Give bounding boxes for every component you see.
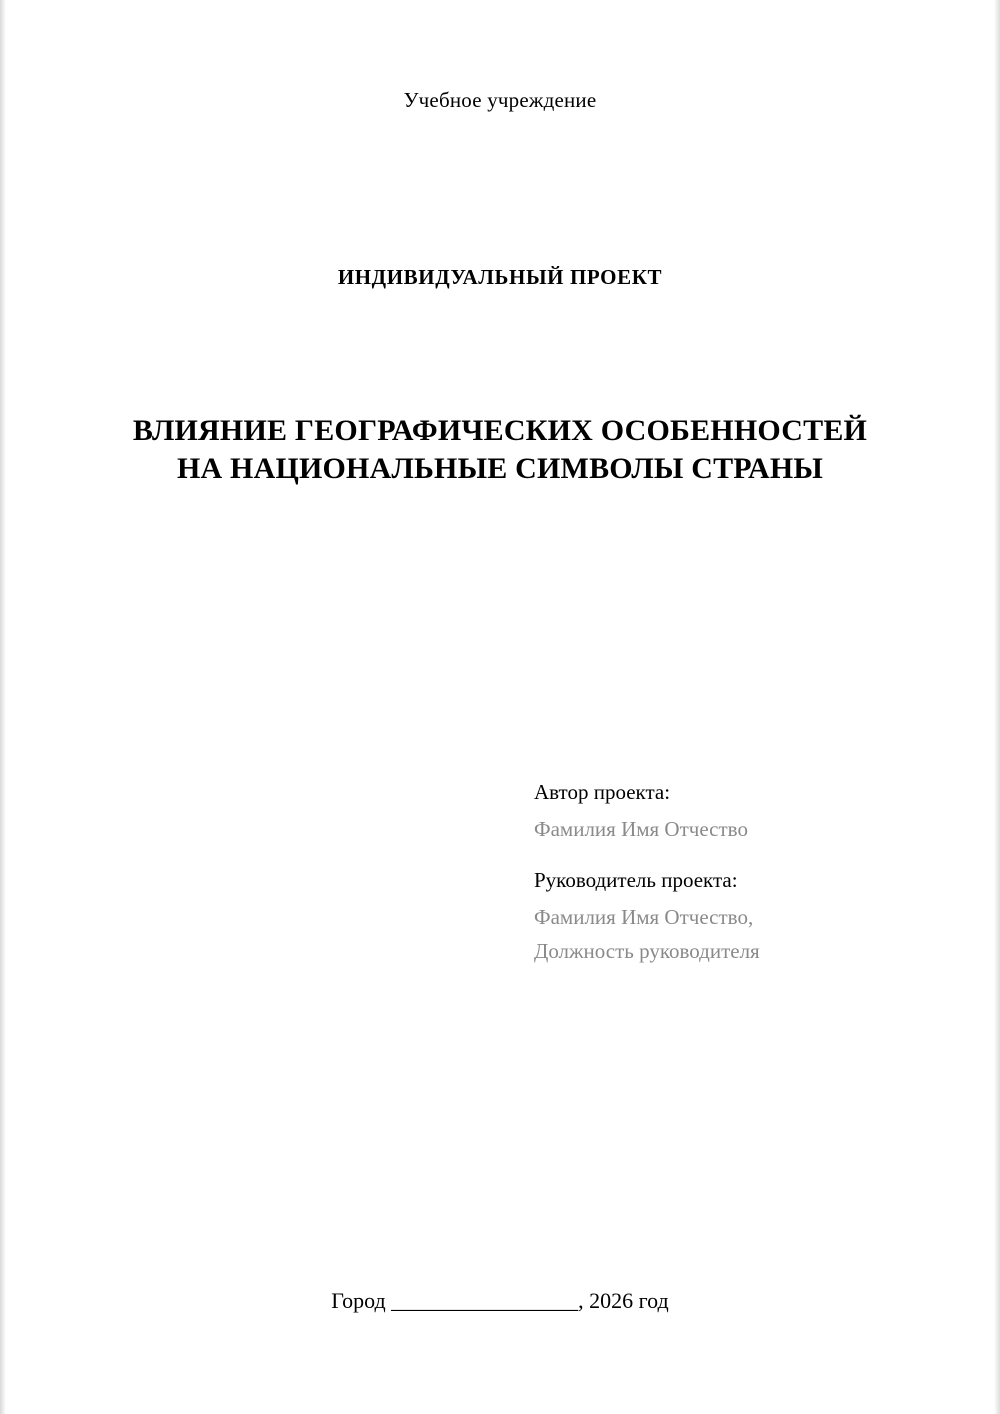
document-type: ИНДИВИДУАЛЬНЫЙ ПРОЕКТ	[337, 265, 663, 289]
supervisor-label: Руководитель проекта:	[534, 868, 738, 892]
supervisor-block	[534, 870, 934, 962]
credits-block	[534, 782, 934, 992]
author-block	[534, 782, 934, 840]
city-year-footer: Город _________________, 2026 год	[331, 1288, 669, 1313]
supervisor-value-line1: Фамилия Имя Отчество,	[534, 905, 754, 929]
author-label: Автор проекта:	[534, 780, 671, 804]
supervisor-value-line2: Должность руководителя	[534, 939, 760, 963]
institution-name: Учебное учреждение	[403, 88, 597, 112]
author-value: Фамилия Имя Отчество	[534, 817, 748, 841]
page-title: ВЛИЯНИЕ ГЕОГРАФИЧЕСКИХ ОСОБЕННОСТЕЙ НА НАЦИОНАЛЬНЫЕ СИМВОЛЫ СТРАНЫ	[132, 414, 868, 486]
